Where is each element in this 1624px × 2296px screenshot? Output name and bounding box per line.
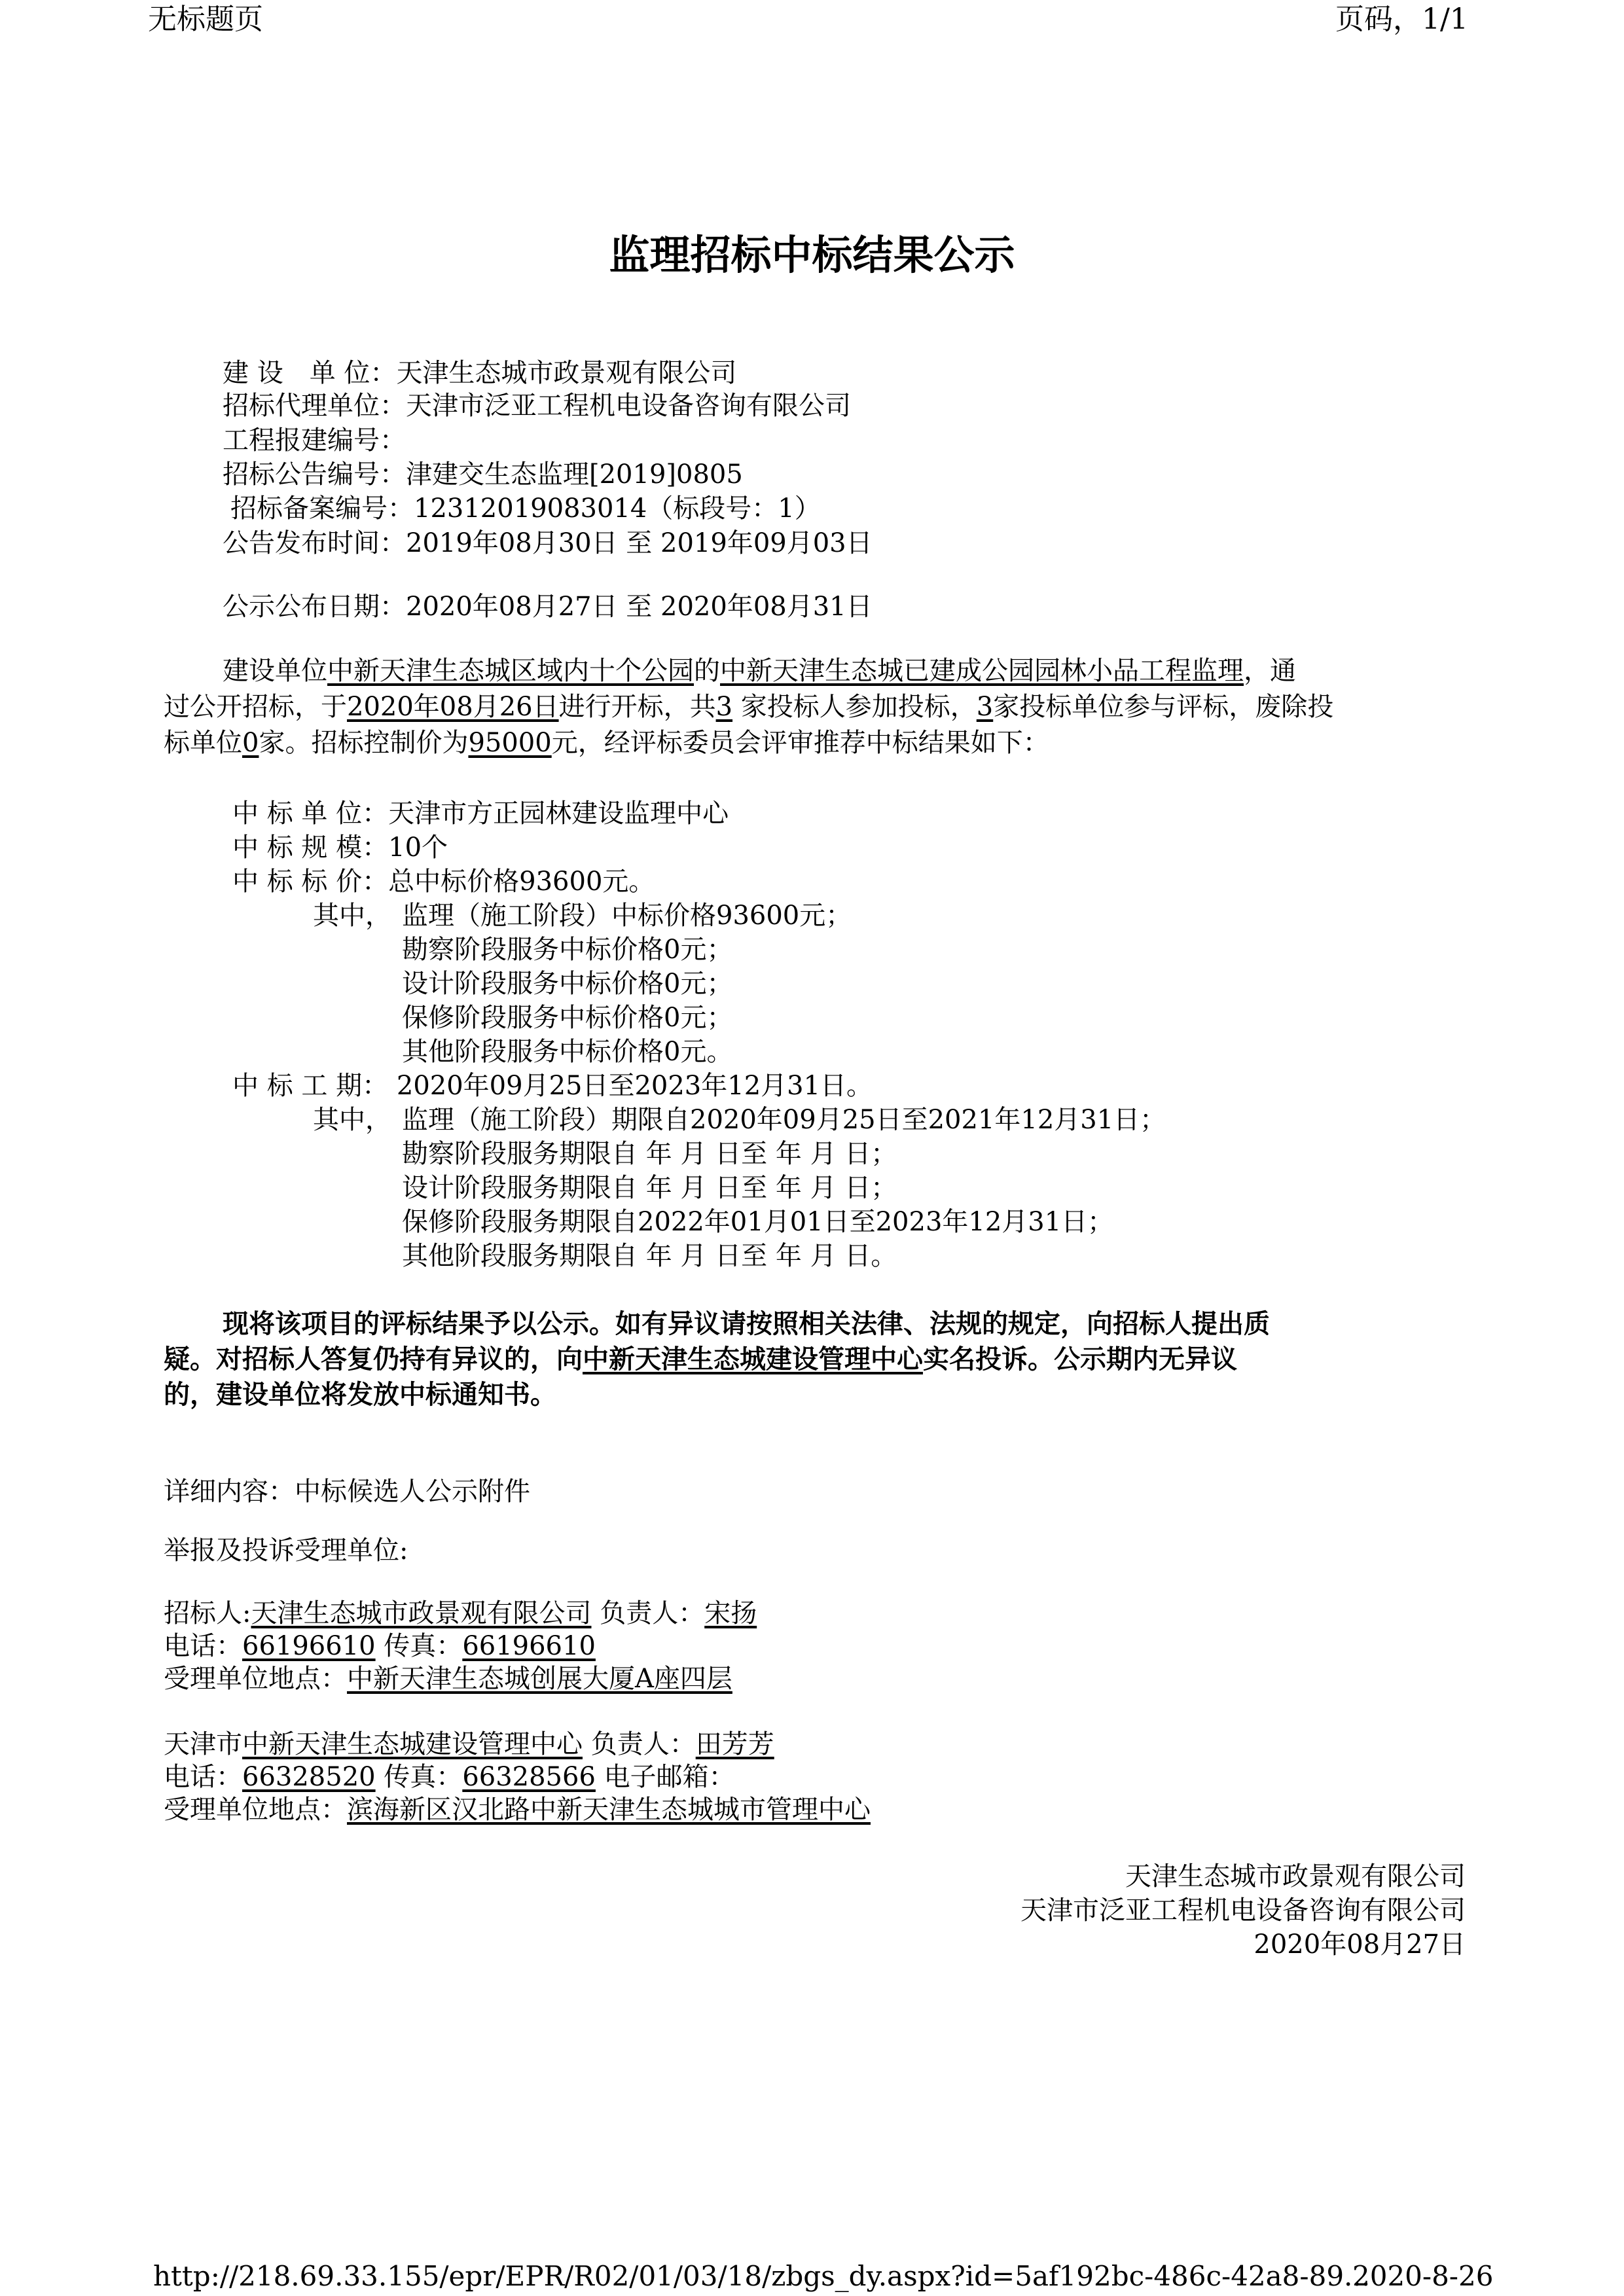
- tenderer-label: 招标人:: [164, 1598, 251, 1628]
- scale-row: [232, 831, 448, 864]
- notice-line-3: 的，建设单位将发放中标通知书。: [164, 1379, 556, 1410]
- control-price: 95000: [468, 728, 552, 758]
- authority-addr: 滨海新区汉北路中新天津生态城城市管理中心: [347, 1795, 871, 1825]
- eval-count: 3: [976, 692, 994, 722]
- intro-line-2: [164, 691, 1333, 723]
- open-date: 2020年08月26日: [347, 692, 559, 722]
- notice-text: 实名投诉。公示期内无异议: [923, 1344, 1237, 1374]
- tenderer-contact: 宋扬: [704, 1598, 757, 1628]
- intro-text: 的: [694, 656, 720, 686]
- intro-line-3: [164, 726, 1049, 759]
- intro-text: 标单位: [164, 728, 242, 758]
- notice-text: 疑。对招标人答复仍持有异议的，向: [164, 1344, 583, 1374]
- fax-label: 传真：: [375, 1631, 463, 1661]
- period-item: 监理（施工阶段）期限自2020年09月25日至2021年12月31日；: [402, 1105, 1166, 1135]
- notice-no-label: 招标公告编号：: [223, 459, 406, 490]
- intro-text: 进行开标，共: [558, 692, 716, 722]
- authority-name[interactable]: 中新天津生态城建设管理中心: [242, 1729, 583, 1759]
- addr-label: 受理单位地点：: [164, 1664, 347, 1694]
- attachment-link[interactable]: 中标候选人公示附件: [295, 1477, 530, 1507]
- signature-org-1: 天津生态城市政景观有限公司: [1125, 1861, 1466, 1892]
- authority-contact-label: 负责人：: [583, 1729, 696, 1759]
- publish-time-label: 公告发布时间：: [223, 528, 406, 558]
- fax-label: 传真：: [375, 1762, 463, 1792]
- signature-org-2: 天津市泛亚工程机电设备咨询有限公司: [1020, 1895, 1466, 1926]
- intro-text: 家投标单位参与评标，废除投: [993, 692, 1334, 722]
- winner-value: 天津市方正园林建设监理中心: [388, 798, 729, 829]
- notice-line-2: [164, 1343, 1237, 1376]
- period-value: 2020年09月25日至2023年12月31日。: [388, 1071, 873, 1101]
- record-no-row: [230, 492, 821, 525]
- publicity-date-row: [223, 590, 873, 623]
- record-no-value: 12312019083014（标段号：1）: [414, 493, 821, 524]
- authority-phone-row: [164, 1761, 735, 1793]
- period-sub-label: 其中，: [313, 1105, 391, 1135]
- authority-link[interactable]: 中新天津生态城建设管理中心: [583, 1344, 923, 1374]
- project-name-link[interactable]: 中新天津生态城已建成公园园林小品工程监理: [720, 656, 1244, 686]
- page-header-title: 无标题页: [148, 3, 263, 36]
- notice-no-row: [223, 458, 743, 491]
- tenderer-phone: 66196610: [242, 1631, 376, 1661]
- intro-text: 家。招标控制价为: [259, 728, 469, 758]
- footer-date: 2020-8-26: [1352, 2260, 1494, 2292]
- winner-row: [232, 797, 729, 830]
- price-row: [232, 865, 655, 898]
- price-item: 设计阶段服务中标价格0元；: [402, 969, 733, 999]
- intro-text: 元，经评标委员会评审推荐中标结果如下：: [551, 728, 1049, 758]
- intro-text: 过公开招标，于: [164, 692, 347, 722]
- intro-text: 家投标人参加投标，: [732, 692, 977, 722]
- intro-text: ，通: [1244, 656, 1296, 686]
- authority-addr-row: [164, 1793, 871, 1826]
- footer-url: http://218.69.33.155/epr/EPR/R02/01/03/18/zbgs_dy.aspx?id=5af192bc-486c-42a8-89...: [153, 2260, 1371, 2292]
- period-label: 中 标 工 期：: [232, 1071, 389, 1101]
- scale-value: 10个: [388, 833, 448, 863]
- agent-label: 招标代理单位：: [223, 391, 406, 421]
- publicity-date-value: 2020年08月27日 至 2020年08月31日: [406, 592, 873, 622]
- agent-row: [223, 389, 851, 422]
- detail-label: 详细内容：: [164, 1477, 295, 1507]
- scale-label: 中 标 规 模：: [232, 833, 389, 863]
- project-no-label: 工程报建编号：: [223, 425, 406, 456]
- tenderer-addr-row: [164, 1662, 732, 1695]
- document-title: 监理招标中标结果公示: [609, 231, 1015, 279]
- period-row: [232, 1069, 873, 1102]
- period-item: 其他阶段服务期限自 年 月 日至 年 月 日。: [402, 1241, 897, 1271]
- page-number: 页码，1/1: [1335, 3, 1468, 36]
- notice-no-value: 津建交生态监理[2019]0805: [406, 459, 743, 490]
- notice-line-1: 现将该项目的评标结果予以公示。如有异议请按照相关法律、法规的规定，向招标人提出质: [223, 1308, 1270, 1339]
- phone-label: 电话：: [164, 1762, 242, 1792]
- rejected-count: 0: [242, 728, 259, 758]
- intro-text: 建设单位: [223, 656, 327, 686]
- intro-line-1: [223, 655, 1296, 687]
- record-no-label: 招标备案编号：: [230, 493, 414, 524]
- price-item: 监理（施工阶段）中标价格93600元；: [402, 901, 852, 931]
- winner-label: 中 标 单 位：: [232, 798, 389, 829]
- complaint-title: 举报及投诉受理单位:: [164, 1535, 408, 1566]
- tenderer-fax: 66196610: [462, 1631, 596, 1661]
- project-no-row: [223, 424, 406, 457]
- owner-value: 天津生态城市政景观有限公司: [396, 358, 737, 388]
- price-sub-label: 其中，: [313, 901, 391, 931]
- period-item: 保修阶段服务期限自2022年01月01日至2023年12月31日；: [402, 1207, 1114, 1237]
- email-label: 电子邮箱：: [595, 1762, 735, 1792]
- publish-time-row: [223, 527, 873, 560]
- authority-prefix: 天津市: [164, 1729, 242, 1759]
- agent-value: 天津市泛亚工程机电设备咨询有限公司: [406, 391, 851, 421]
- price-item: 其他阶段服务中标价格0元。: [402, 1037, 733, 1067]
- detail-row: [164, 1475, 530, 1508]
- publish-time-value: 2019年08月30日 至 2019年09月03日: [406, 528, 873, 558]
- tenderer-addr: 中新天津生态城创展大厦A座四层: [347, 1664, 732, 1694]
- bidder-count: 3: [715, 692, 733, 722]
- authority-fax: 66328566: [462, 1762, 596, 1792]
- owner-area-link[interactable]: 中新天津生态城区域内十个公园: [327, 656, 694, 686]
- authority-phone: 66328520: [242, 1762, 376, 1792]
- authority-row: [164, 1728, 774, 1761]
- tenderer-name[interactable]: 天津生态城市政景观有限公司: [251, 1598, 592, 1628]
- signature-date: 2020年08月27日: [1254, 1929, 1466, 1960]
- price-label: 中 标 标 价：: [232, 867, 389, 897]
- tenderer-contact-label: 负责人：: [591, 1598, 705, 1628]
- price-item: 保修阶段服务中标价格0元；: [402, 1003, 733, 1033]
- tenderer-row: [164, 1597, 757, 1630]
- tenderer-phone-row: [164, 1630, 596, 1662]
- authority-contact: 田芳芳: [695, 1729, 774, 1759]
- phone-label: 电话：: [164, 1631, 242, 1661]
- owner-row: [223, 357, 736, 389]
- addr-label: 受理单位地点：: [164, 1795, 347, 1825]
- price-value: 总中标价格93600元。: [388, 867, 655, 897]
- publicity-date-label: 公示公布日期：: [223, 592, 406, 622]
- period-item: 设计阶段服务期限自 年 月 日至 年 月 日；: [402, 1173, 897, 1203]
- price-item: 勘察阶段服务中标价格0元；: [402, 935, 733, 965]
- owner-label: 建 设 单 位：: [223, 358, 397, 388]
- period-item: 勘察阶段服务期限自 年 月 日至 年 月 日；: [402, 1139, 897, 1169]
